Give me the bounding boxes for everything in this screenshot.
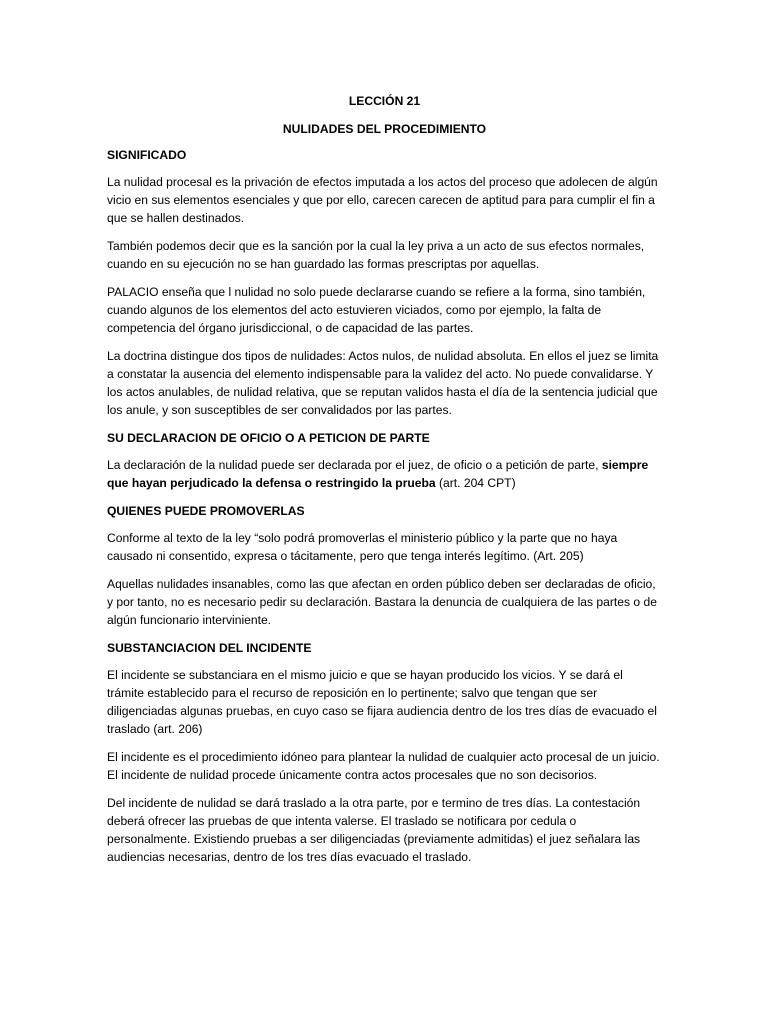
paragraph-mixed xyxy=(107,456,662,492)
paragraph: Del incidente de nulidad se dará traslado a la otra parte, por e termino de tres días. La contestación deberá ofrecer las pruebas de que intenta valerse. El traslado se notificara por cedula o personalmente. Existiendo pruebas a ser diligenciadas (previamente admitidas) el juez señalara las audiencias necesarias, dentro de los tres días evacuado el traslado. xyxy=(107,796,641,864)
paragraph: El incidente es el procedimiento idóneo para plantear la nulidad de cualquier acto procesal de un juicio. El incidente de nulidad procede únicamente contra actos procesales que no son decisorios. xyxy=(107,750,660,782)
paragraph: Aquellas nulidades insanables, como las que afectan en orden público deben ser declaradas de oficio, y por tanto, no es necesario pedir su declaración. Bastara la denuncia de cualquiera de las partes o de algún funcionario interviniente. xyxy=(107,577,657,627)
section-heading-declaracion-de-oficio: SU DECLARACION DE OFICIO O A PETICION DE PARTE xyxy=(107,431,430,445)
paragraph-text: (art. 204 CPT) xyxy=(435,476,516,490)
paragraph: La doctrina distingue dos tipos de nulidades: Actos nulos, de nulidad absoluta. En ellos el juez se limita a constatar la ausencia del elemento indispensable para la validez del acto. No puede convalidarse. Y los actos anulables, de nulidad relativa, que se reputan validos hasta el día de la sentencia judicial que los anule, y son susceptibles de ser convalidados por las partes. xyxy=(107,349,659,417)
section-heading-substanciacion: SUBSTANCIACION DEL INCIDENTE xyxy=(107,641,312,655)
paragraph: PALACIO enseña que l nulidad no solo puede declararse cuando se refiere a la forma, sino también, cuando algunos de los elementos del acto estuvieren viciados, como por ejemplo, la falta de competencia del órgano jurisdiccional, o de capacidad de las partes. xyxy=(107,285,646,335)
paragraph: Conforme al texto de la ley “solo podrá promoverlas el ministerio público y la parte que no haya causado ni consentido, expresa o tácitamente, pero que tenga interés legítimo. (Art. 205) xyxy=(107,531,618,563)
paragraph: También podemos decir que es la sanción por la cual la ley priva a un acto de sus efectos normales, cuando en su ejecución no se han guardado las formas prescriptas por aquellas. xyxy=(107,239,645,271)
paragraph-bold-text: siempre que hayan perjudicado la defensa o restringido la prueba xyxy=(107,458,649,490)
lesson-number: LECCIÓN 21 xyxy=(348,94,421,108)
paragraph-text: La declaración de la nulidad puede ser declarada por el juez, de oficio o a petición de parte, xyxy=(107,458,602,472)
document-title: NULIDADES DEL PROCEDIMIENTO xyxy=(282,122,487,136)
section-heading-significado: SIGNIFICADO xyxy=(107,148,187,162)
section-heading-quienes-pueden-promoverlas: QUIENES PUEDE PROMOVERLAS xyxy=(107,504,305,518)
paragraph: El incidente se substanciara en el mismo juicio e que se hayan producido los vicios. Y se dará el trámite establecido para el recurso de reposición en lo pertinente; salvo que tengan que ser diligenciadas algunas pruebas, en cuyo caso se fijara audiencia dentro de los tres días de evacuado el traslado (art. 206) xyxy=(107,668,657,736)
document-content xyxy=(107,92,662,876)
paragraph: La nulidad procesal es la privación de efectos imputada a los actos del proceso que adolecen de algún vicio en sus elementos esenciales y que por ello, carecen carecen de aptitud para para cumplir el fin a que se hallen destinados. xyxy=(107,175,658,225)
